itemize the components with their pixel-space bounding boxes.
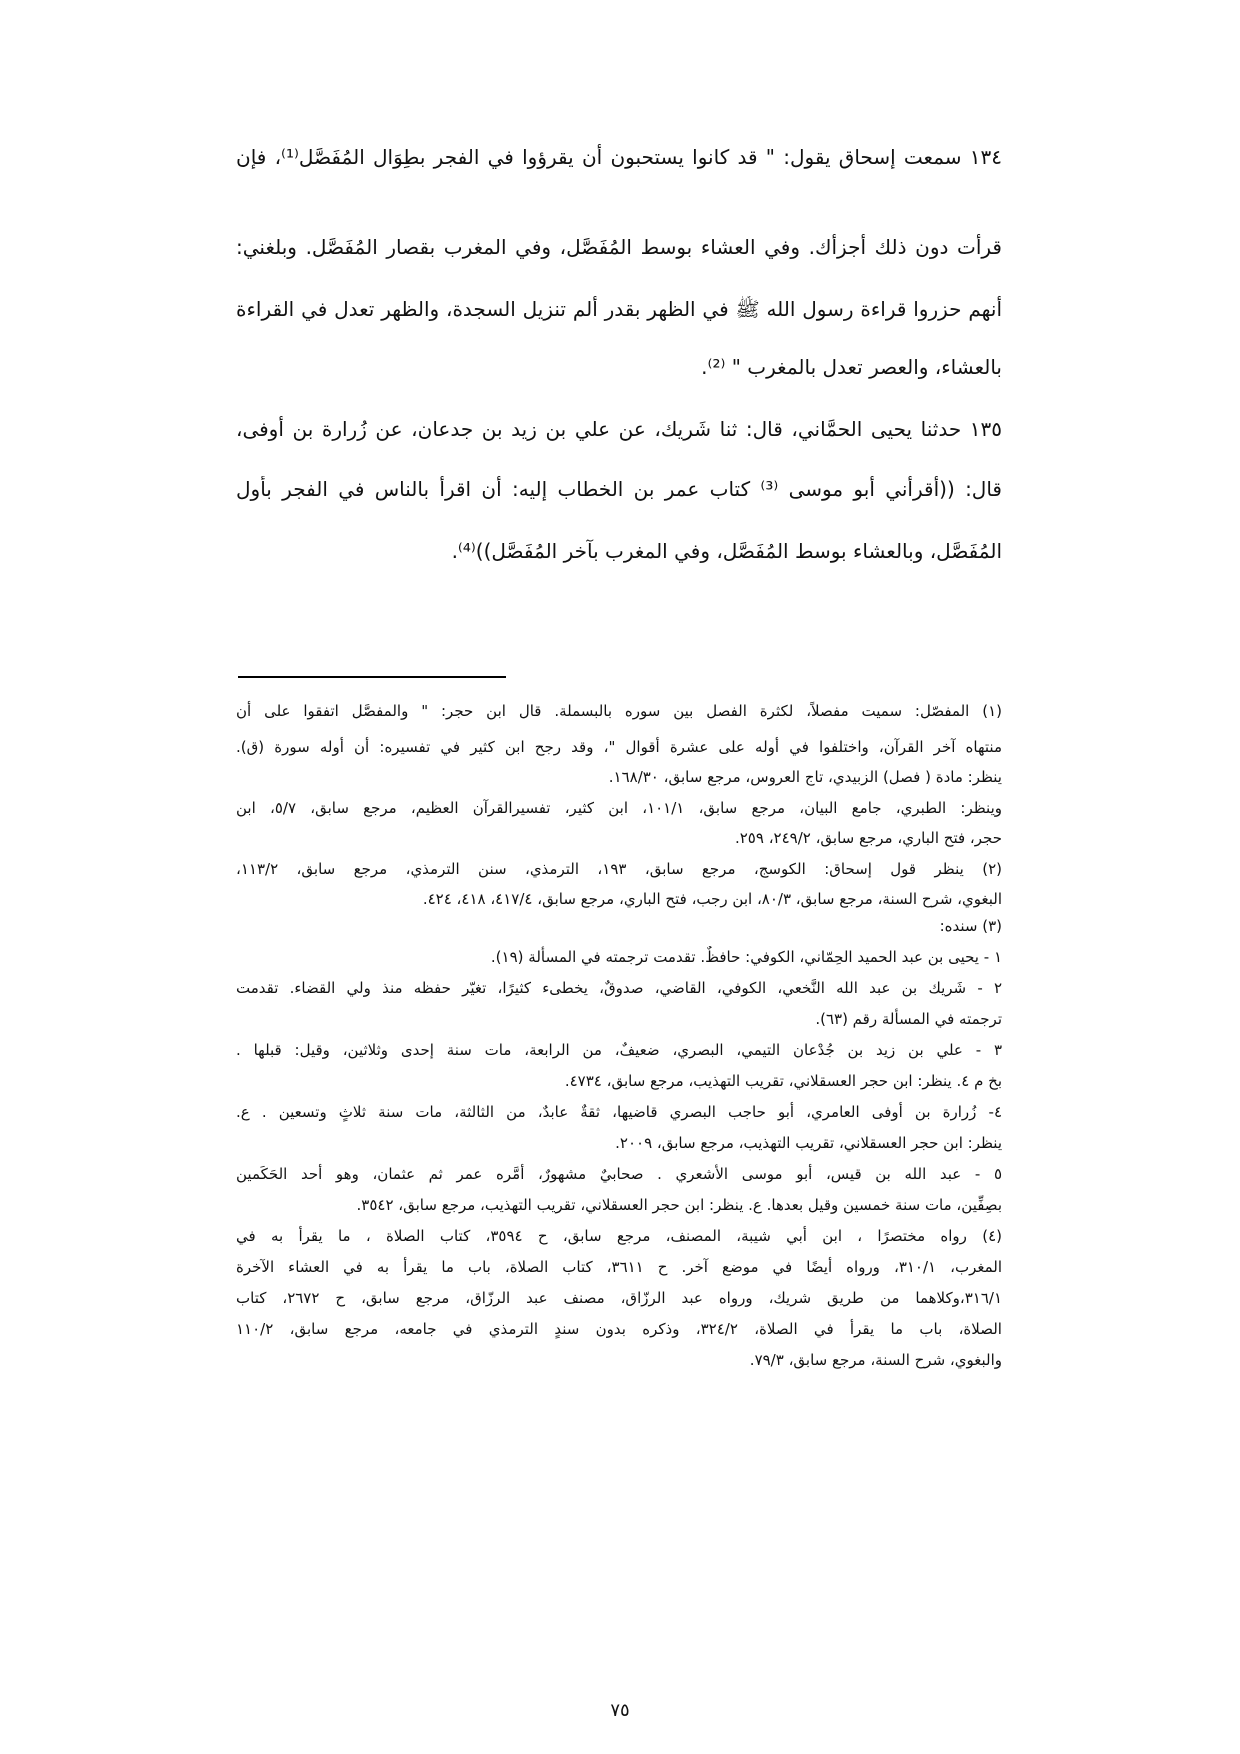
main-text-line: ١٣٥ حدثنا يحيى الحمَّاني، قال: ثنا شَريك، عن علي بن زيد بن جدعان، عن زُرارة بن أوفى،	[236, 417, 1002, 441]
main-text-line: قرأت دون ذلك أجزأك. وفي العشاء بوسط المُفَصَّل، وفي المغرب بقصار المُفَصَّل. وبلغني:	[236, 235, 1002, 259]
main-text-line: بالعشاء، والعصر تعدل بالمغرب " ⁽²⁾.	[701, 355, 1002, 379]
footnote-line: بخ م ٤. ينظر: ابن حجر العسقلاني، تقريب التهذيب، مرجع سابق، ٤٧٣٤.	[564, 1072, 1002, 1090]
footnote-line: المغرب، ٣١٠/١، ورواه أيضًا في موضع آخر. ح ٣٦١١، كتاب الصلاة، باب ما يقرأ به في العشاء الآخرة	[236, 1258, 1002, 1276]
footnote-line: ٣ - علي بن زيد بن جُدْعان التيمي، البصري، ضعيفٌ، من الرابعة، مات سنة إحدى وثلاثين، وقيل: قبلها .	[236, 1041, 1002, 1059]
footnote-line: البغوي، شرح السنة، مرجع سابق، ٨٠/٣، ابن رجب، فتح الباري، مرجع سابق، ٤١٧/٤، ٤١٨، ٤٢٤.	[422, 890, 1002, 908]
footnote-line: (١) المفصّل: سميت مفصلاً، لكثرة الفصل بين سوره بالبسملة. قال ابن حجر: " والمفصَّل اتفقوا على أن	[236, 702, 1002, 720]
footnote-line: حجر، فتح الباري، مرجع سابق، ٢٤٩/٢، ٢٥٩.	[734, 829, 1002, 847]
footnote-line: (٤) رواه مختصرًا ، ابن أبي شيبة، المصنف، مرجع سابق، ح ٣٥٩٤، كتاب الصلاة ، ما يقرأ به في	[236, 1227, 1002, 1245]
main-text-line: ١٣٤ سمعت إسحاق يقول: " قد كانوا يستحبون أن يقرؤوا في الفجر بطِوَال المُفَصَّل⁽¹⁾، فإن	[236, 145, 1002, 169]
main-text-line: أنهم حزروا قراءة رسول الله ﷺ في الظهر بقدر ألم تنزيل السجدة، والظهر تعدل في القراءة	[236, 297, 1002, 321]
footnote-line: ٤- زُرارة بن أوفى العامري، أبو حاجب البصري قاضيها، ثقةٌ عابدٌ، من الثالثة، مات سنة ثلاثٍ وتسعين . ع.	[236, 1103, 1002, 1121]
page-number: ٧٥	[610, 1700, 630, 1721]
footnote-line: ٥ - عبد الله بن قيس، أبو موسى الأشعري . صحابيٌ مشهورٌ، أمَّره عمر ثم عثمان، وهو أحد الحَكَمين	[236, 1165, 1002, 1183]
footnote-line: والبغوي، شرح السنة، مرجع سابق، ٧٩/٣.	[749, 1351, 1002, 1369]
main-text-line: قال: ((أقرأني أبو موسى ⁽³⁾ كتاب عمر بن الخطاب إليه: أن اقرأ بالناس في الفجر بأول	[236, 477, 1002, 501]
footnote-separator	[238, 676, 506, 678]
footnote-line: ترجمته في المسألة رقم (٦٣).	[815, 1010, 1002, 1028]
footnote-line: ١ - يحيى بن عبد الحميد الحِمّاني، الكوفي: حافظٌ. تقدمت ترجمته في المسألة (١٩).	[490, 948, 1002, 966]
main-text-line: المُفَصَّل، وبالعشاء بوسط المُفَصَّل، وفي المغرب بآخر المُفَصَّل))⁽⁴⁾.	[451, 539, 1002, 563]
footnote-line: وينظر: الطبري، جامع البيان، مرجع سابق، ١٠١/١، ابن كثير، تفسيرالقرآن العظيم، مرجع سابق، ٥/٧، ابن	[236, 799, 1002, 817]
footnote-line: الصلاة، باب ما يقرأ في الصلاة، ٣٢٤/٢، وذكره بدون سندٍ الترمذي في جامعه، مرجع سابق، ١١٠/٢	[236, 1320, 1002, 1338]
footnote-line: (٢) ينظر قول إسحاق: الكوسج، مرجع سابق، ١٩٣، الترمذي، سنن الترمذي، مرجع سابق، ١١٣/٢،	[236, 860, 1002, 878]
footnote-line: ينظر: مادة ( فصل) الزبيدي، تاج العروس، مرجع سابق، ١٦٨/٣٠.	[608, 768, 1002, 786]
footnote-line: منتهاه آخر القرآن، واختلفوا في أوله على عشرة أقوال "، وقد رجح ابن كثير في تفسيره: أن أوله سورة (ق).	[236, 738, 1002, 756]
footnote-line: ٢ - شَريك بن عبد الله النَّخعي، الكوفي، القاضي، صدوقٌ، يخطىء كثيرًا، تغيّر حفظه منذ ولي القضاء. تقدمت	[236, 979, 1002, 997]
footnote-line: (٣) سنده:	[939, 917, 1002, 935]
footnote-line: بصِفِّين، مات سنة خمسين وقيل بعدها. ع. ينظر: ابن حجر العسقلاني، تقريب التهذيب، مرجع سابق، ٣٥٤٢.	[356, 1196, 1002, 1214]
footnote-line: ينظر: ابن حجر العسقلاني، تقريب التهذيب، مرجع سابق، ٢٠٠٩.	[615, 1134, 1002, 1152]
footnote-line: ٣١٦/١،وكلاهما من طريق شريك، ورواه عبد الرزّاق، مصنف عبد الرزّاق، مرجع سابق، ح ٢٦٧٢، كتاب	[236, 1289, 1002, 1307]
